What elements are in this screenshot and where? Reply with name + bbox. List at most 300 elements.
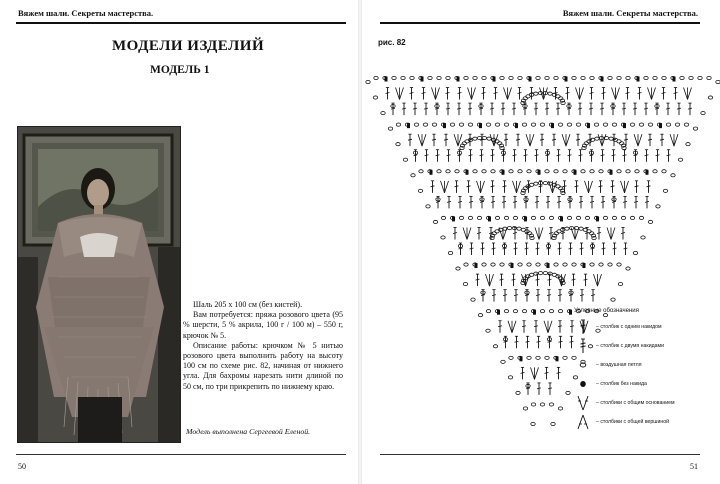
dc-stitch [481,243,485,255]
shell-stitch [432,88,440,100]
chain-stitch [565,227,569,230]
dc-stitch [611,181,615,193]
shell-stitch [598,134,606,146]
chain-stitch [595,137,599,140]
legend-label: – столбики с общей вершиной [596,418,670,425]
dc-stitch [480,134,484,146]
dc-stitch [457,103,461,115]
dc-stitch [536,274,540,286]
chain-stitch [450,123,454,126]
chain-stitch [662,76,666,79]
chain-stitch [418,189,422,192]
dc-stitch [623,150,627,162]
chain-stitch [516,391,520,394]
dc-stitch [590,88,594,100]
shell-stitch [508,321,516,333]
shell-stitch [477,181,485,193]
shell-stitch [612,88,620,100]
chain-stitch [545,170,549,173]
chain-stitch [576,123,580,126]
sc-stitch [407,123,410,128]
chain-stitch [455,170,459,173]
chain-stitch [459,123,463,126]
dc-stitch [584,274,588,286]
chain-stitch [612,123,616,126]
chain-stitch [531,123,535,126]
dc-stitch [534,321,538,333]
dc-stitch [491,196,495,208]
dc-stitch [546,196,550,208]
legend-label: – столбик с одним накидом [596,323,662,330]
dc-stitch [557,367,561,379]
dc-stitch [518,88,522,100]
chain-stitch [491,170,495,173]
chain-stitch [482,170,486,173]
chain-stitch [536,356,540,359]
chain-stitch [477,136,481,139]
chain-stitch [504,310,508,313]
legend-item [574,374,714,393]
dc-stitch [634,196,638,208]
chain-stitch [482,76,486,79]
chain-stitch [648,123,652,126]
chain-stitch [639,123,643,126]
dc-stitch [635,181,639,193]
dc-stitch [536,290,540,302]
dc-stitch [492,290,496,302]
sc-stitch [659,123,662,128]
dc-stitch [645,196,649,208]
shell-stitch [562,134,570,146]
dc-stitch [566,88,570,100]
dc-stitch [447,150,451,162]
chain-stitch [426,205,430,208]
chain-stitch [373,96,377,99]
dc-stitch [516,134,520,146]
dc-stitch [621,227,625,239]
dc-stitch [578,103,582,115]
chain-stitch [563,356,567,359]
sc-stitch [610,170,613,175]
double-crochet-icon [574,317,592,336]
dc-stitch [502,196,506,208]
dc-stitch [513,150,517,162]
dc-stitch [612,150,616,162]
chain-stitch [594,123,598,126]
dc-stitch [503,290,507,302]
sc-stitch [529,77,532,82]
shell-stitch [549,181,557,193]
chain-stitch [509,356,513,359]
chain-stitch [630,123,634,126]
sc-stitch [502,170,505,175]
chain-stitch [423,123,427,126]
sc-stitch [430,170,433,175]
shell-stitch [504,88,512,100]
model-description [183,300,343,392]
dc-stitch [447,196,451,208]
figure-label: рис. 82 [378,38,406,47]
chain-stitch [684,123,688,126]
dc-stitch [436,150,440,162]
legend-label: – столбик без накида [596,380,647,387]
chain-stitch [518,170,522,173]
chain-stitch [527,356,531,359]
chain-stitch [432,123,436,126]
chain-stitch [693,127,697,130]
chain-stitch [527,170,531,173]
left-header-rule [16,22,346,24]
dc-stitch [413,103,417,115]
chain-stitch [585,216,589,219]
dc-stitch [477,227,481,239]
chain-stitch [554,170,558,173]
dc-stitch [545,103,549,115]
chain-stitch [678,158,682,161]
dc-stitch [548,383,552,395]
dc-stitch [556,103,560,115]
dc-stitch [558,321,562,333]
chain-stitch [579,227,583,230]
dc-stitch [482,88,486,100]
chain-stitch [641,236,645,239]
dc-stitch [410,88,414,100]
dc-stitch [458,196,462,208]
legend-label: – столбики с общим основанием [596,399,675,406]
chain-stitch [459,216,463,219]
dc-stitch [585,227,589,239]
dc-stitch [644,103,648,115]
chain-stitch [545,356,549,359]
dc-stitch [557,150,561,162]
chain-stitch [590,170,594,173]
chain-stitch [671,174,675,177]
dc-stitch [549,227,553,239]
dc-stitch [591,290,595,302]
dc-stitch [455,181,459,193]
dc-stitch [569,243,573,255]
chain-stitch [411,174,415,177]
left-running-head: Вяжем шали. Секреты мастерства. [18,8,154,18]
chain-stitch [504,216,508,219]
chain-stitch [392,76,396,79]
dc-stitch [666,103,670,115]
chain-stitch [567,216,571,219]
chain-stitch [675,123,679,126]
dc-stitch [601,196,605,208]
dc-stitch [468,103,472,115]
dc-stitch [558,290,562,302]
chain-stitch [566,391,570,394]
chain-stitch [468,216,472,219]
left-footer-rule [16,454,346,455]
dc-stitch [576,134,580,146]
chain-stitch [563,170,567,173]
sc-stitch [475,263,478,268]
chain-stitch [501,360,505,363]
chain-stitch [437,76,441,79]
chain-stitch [523,407,527,410]
shell-stitch [486,274,494,286]
chain-stitch [508,376,512,379]
chain-stitch [529,273,533,276]
dc-stitch [660,134,664,146]
chain-stitch [656,205,660,208]
dc-stitch [446,103,450,115]
sc-stitch [560,216,563,221]
dc-stitch [539,181,543,193]
sc-stitch [556,356,559,361]
dc-stitch [476,274,480,286]
chain-stitch [612,216,616,219]
dc-stitch [504,134,508,146]
chain-stitch [666,123,670,126]
chain-stitch [527,263,531,266]
chain-stitch [611,298,615,301]
dc-stitch [674,88,678,100]
chain-stitch [493,345,497,348]
legend-title: Условные обозначения [574,308,639,314]
dc-stitch [688,103,692,115]
left-page-number: 50 [18,462,26,471]
chain-stitch [558,310,562,313]
sc-stitch [452,216,455,221]
dc-stitch [568,150,572,162]
dc-stitch [536,243,540,255]
chain-stitch [531,422,535,425]
dc-stitch [645,150,649,162]
chain-stitch [517,227,521,230]
shell-stitch [418,134,426,146]
shell-stitch [441,181,449,193]
chain-stitch [464,76,468,79]
right-page-number: 51 [690,462,698,471]
right-page [362,0,720,484]
shell-stitch [544,321,552,333]
chain-stitch [572,76,576,79]
model-title: МОДЕЛЬ 1 [150,64,210,76]
chain-stitch [513,216,517,219]
dc-stitch [524,150,528,162]
chain-stitch [540,123,544,126]
chain-stitch [381,111,385,114]
cluster-stitch-icon [574,412,592,431]
sc-stitch [551,123,554,128]
photo-illustration [18,127,180,442]
chapter-title: МОДЕЛИ ИЗДЕЛИЙ [112,38,265,54]
shell-stitch [648,88,656,100]
chain-stitch [468,123,472,126]
chain-stitch [437,170,441,173]
chain-stitch [608,76,612,79]
chain-stitch [540,310,544,313]
dc-stitch [469,150,473,162]
chain-stitch [504,123,508,126]
shell-stitch [396,88,404,100]
chain-stitch [518,263,522,266]
dc-stitch [515,336,519,348]
chain-stitch [599,170,603,173]
chain-stitch [556,185,560,188]
chain-stitch [556,95,560,98]
dc-stitch [557,196,561,208]
shell-stitch [670,134,678,146]
dc-stitch [638,88,642,100]
chain-stitch [403,158,407,161]
chain-stitch [603,216,607,219]
chain-stitch [414,123,418,126]
dc-stitch [431,181,435,193]
legend-label: – воздушная петля [596,361,642,368]
sc-stitch [601,77,604,82]
chain-stitch [590,263,594,266]
chain-stitch [644,76,648,79]
legend-item [574,336,714,355]
dc-stitch [491,150,495,162]
dc-stitch [386,88,390,100]
chain-stitch [441,236,445,239]
chain-stitch [531,216,535,219]
chain-stitch [388,127,392,130]
chain-stitch [621,216,625,219]
sc-stitch [443,123,446,128]
chain-stitch [567,123,571,126]
dc-stitch [602,243,606,255]
chain-stitch [538,271,542,274]
dc-stitch [624,243,628,255]
chain-stitch [536,263,540,266]
chain-stitch [477,216,481,219]
dc-stitch [570,336,574,348]
chain-stitch [512,226,516,229]
dc-stitch [599,181,603,193]
dc-stitch [534,103,538,115]
dc-stitch [525,243,529,255]
chain-stitch [463,282,467,285]
chain-stitch [487,137,491,140]
shell-stitch [531,367,539,379]
chain-stitch [551,422,555,425]
chain-stitch [548,272,552,275]
chain-stitch [507,226,511,229]
right-running-head: Вяжем шали. Секреты мастерства. [562,8,698,18]
chain-stitch [396,123,400,126]
sc-stitch [623,123,626,128]
chain-stitch [563,263,567,266]
chain-stitch [401,76,405,79]
chain-stitch [396,143,400,146]
dc-stitch [602,88,606,100]
dc-stitch [526,336,530,348]
chain-stitch [558,123,562,126]
shell-stitch [607,227,615,239]
chain-stitch [653,170,657,173]
chain-stitch [680,76,684,79]
dc-stitch [580,290,584,302]
dc-stitch [648,134,652,146]
dc-stitch [469,196,473,208]
chain-stitch [495,216,499,219]
chain-stitch [648,220,652,223]
dc-stitch [444,134,448,146]
dc-stitch [514,243,518,255]
sc-stitch [646,170,649,175]
dc-stitch [633,103,637,115]
sc-stitch [673,77,676,82]
description-text: Описание работы: крючком № 5 нитью розового цвета выполнить работу на высоту 100 см по схеме рис. 82, начиная от нижнего угла. Для бахромы нарезать нити длиной по 50 см, по три прикрепить по нижнему краю. [183,340,343,391]
dc-stitch [548,274,552,286]
chain-stitch [540,403,544,406]
chain-stitch [548,92,552,95]
chain-stitch [486,329,490,332]
chain-stitch [534,92,538,95]
dc-stitch [597,227,601,239]
chain-stitch [522,123,526,126]
chain-stitch [473,137,477,140]
sc-stitch [497,310,500,315]
chain-stitch [478,314,482,317]
shell-stitch [513,181,521,193]
chain-stitch [662,170,666,173]
chain-stitch [626,267,630,270]
dc-stitch [552,134,556,146]
dc-stitch [535,150,539,162]
shell-stitch [468,88,476,100]
dc-stitch [545,367,549,379]
dc-stitch [647,181,651,193]
chain-stitch [448,251,452,254]
dc-stitch [402,103,406,115]
shell-stitch [585,181,593,193]
chain-stitch [558,407,562,410]
chain-stitch-icon [574,355,592,374]
dc-stitch [579,150,583,162]
dc-stitch [540,134,544,146]
chain-stitch [473,76,477,79]
dc-stitch [408,134,412,146]
chain-stitch [545,76,549,79]
dc-stitch [537,383,541,395]
dc-stitch [559,336,563,348]
dc-stitch [677,103,681,115]
dc-stitch [480,150,484,162]
chain-stitch [482,263,486,266]
materials-text: Вам потребуется: пряжа розового цвета (95 % шерсти, 5 % акрила, 100 г / 100 м) – 550 г, крючок № 5. [183,310,343,340]
chain-stitch [428,76,432,79]
chain-stitch [708,96,712,99]
sc-stitch [524,216,527,221]
chain-stitch [630,216,634,219]
single-crochet-icon [574,374,592,393]
dc-stitch [622,103,626,115]
chain-stitch [576,216,580,219]
sc-stitch [520,356,523,361]
chain-stitch [464,263,468,266]
chain-stitch [441,216,445,219]
dc-stitch [589,103,593,115]
dc-stitch [467,181,471,193]
sc-stitch [538,170,541,175]
dc-stitch [498,321,502,333]
dc-stitch [432,134,436,146]
chain-stitch [572,263,576,266]
legend-label: – столбик с двумя накидами [596,342,664,349]
sc-stitch [385,77,388,82]
dc-stitch [500,274,504,286]
chain-stitch [482,136,486,139]
chain-stitch [618,282,622,285]
chain-stitch [554,263,558,266]
